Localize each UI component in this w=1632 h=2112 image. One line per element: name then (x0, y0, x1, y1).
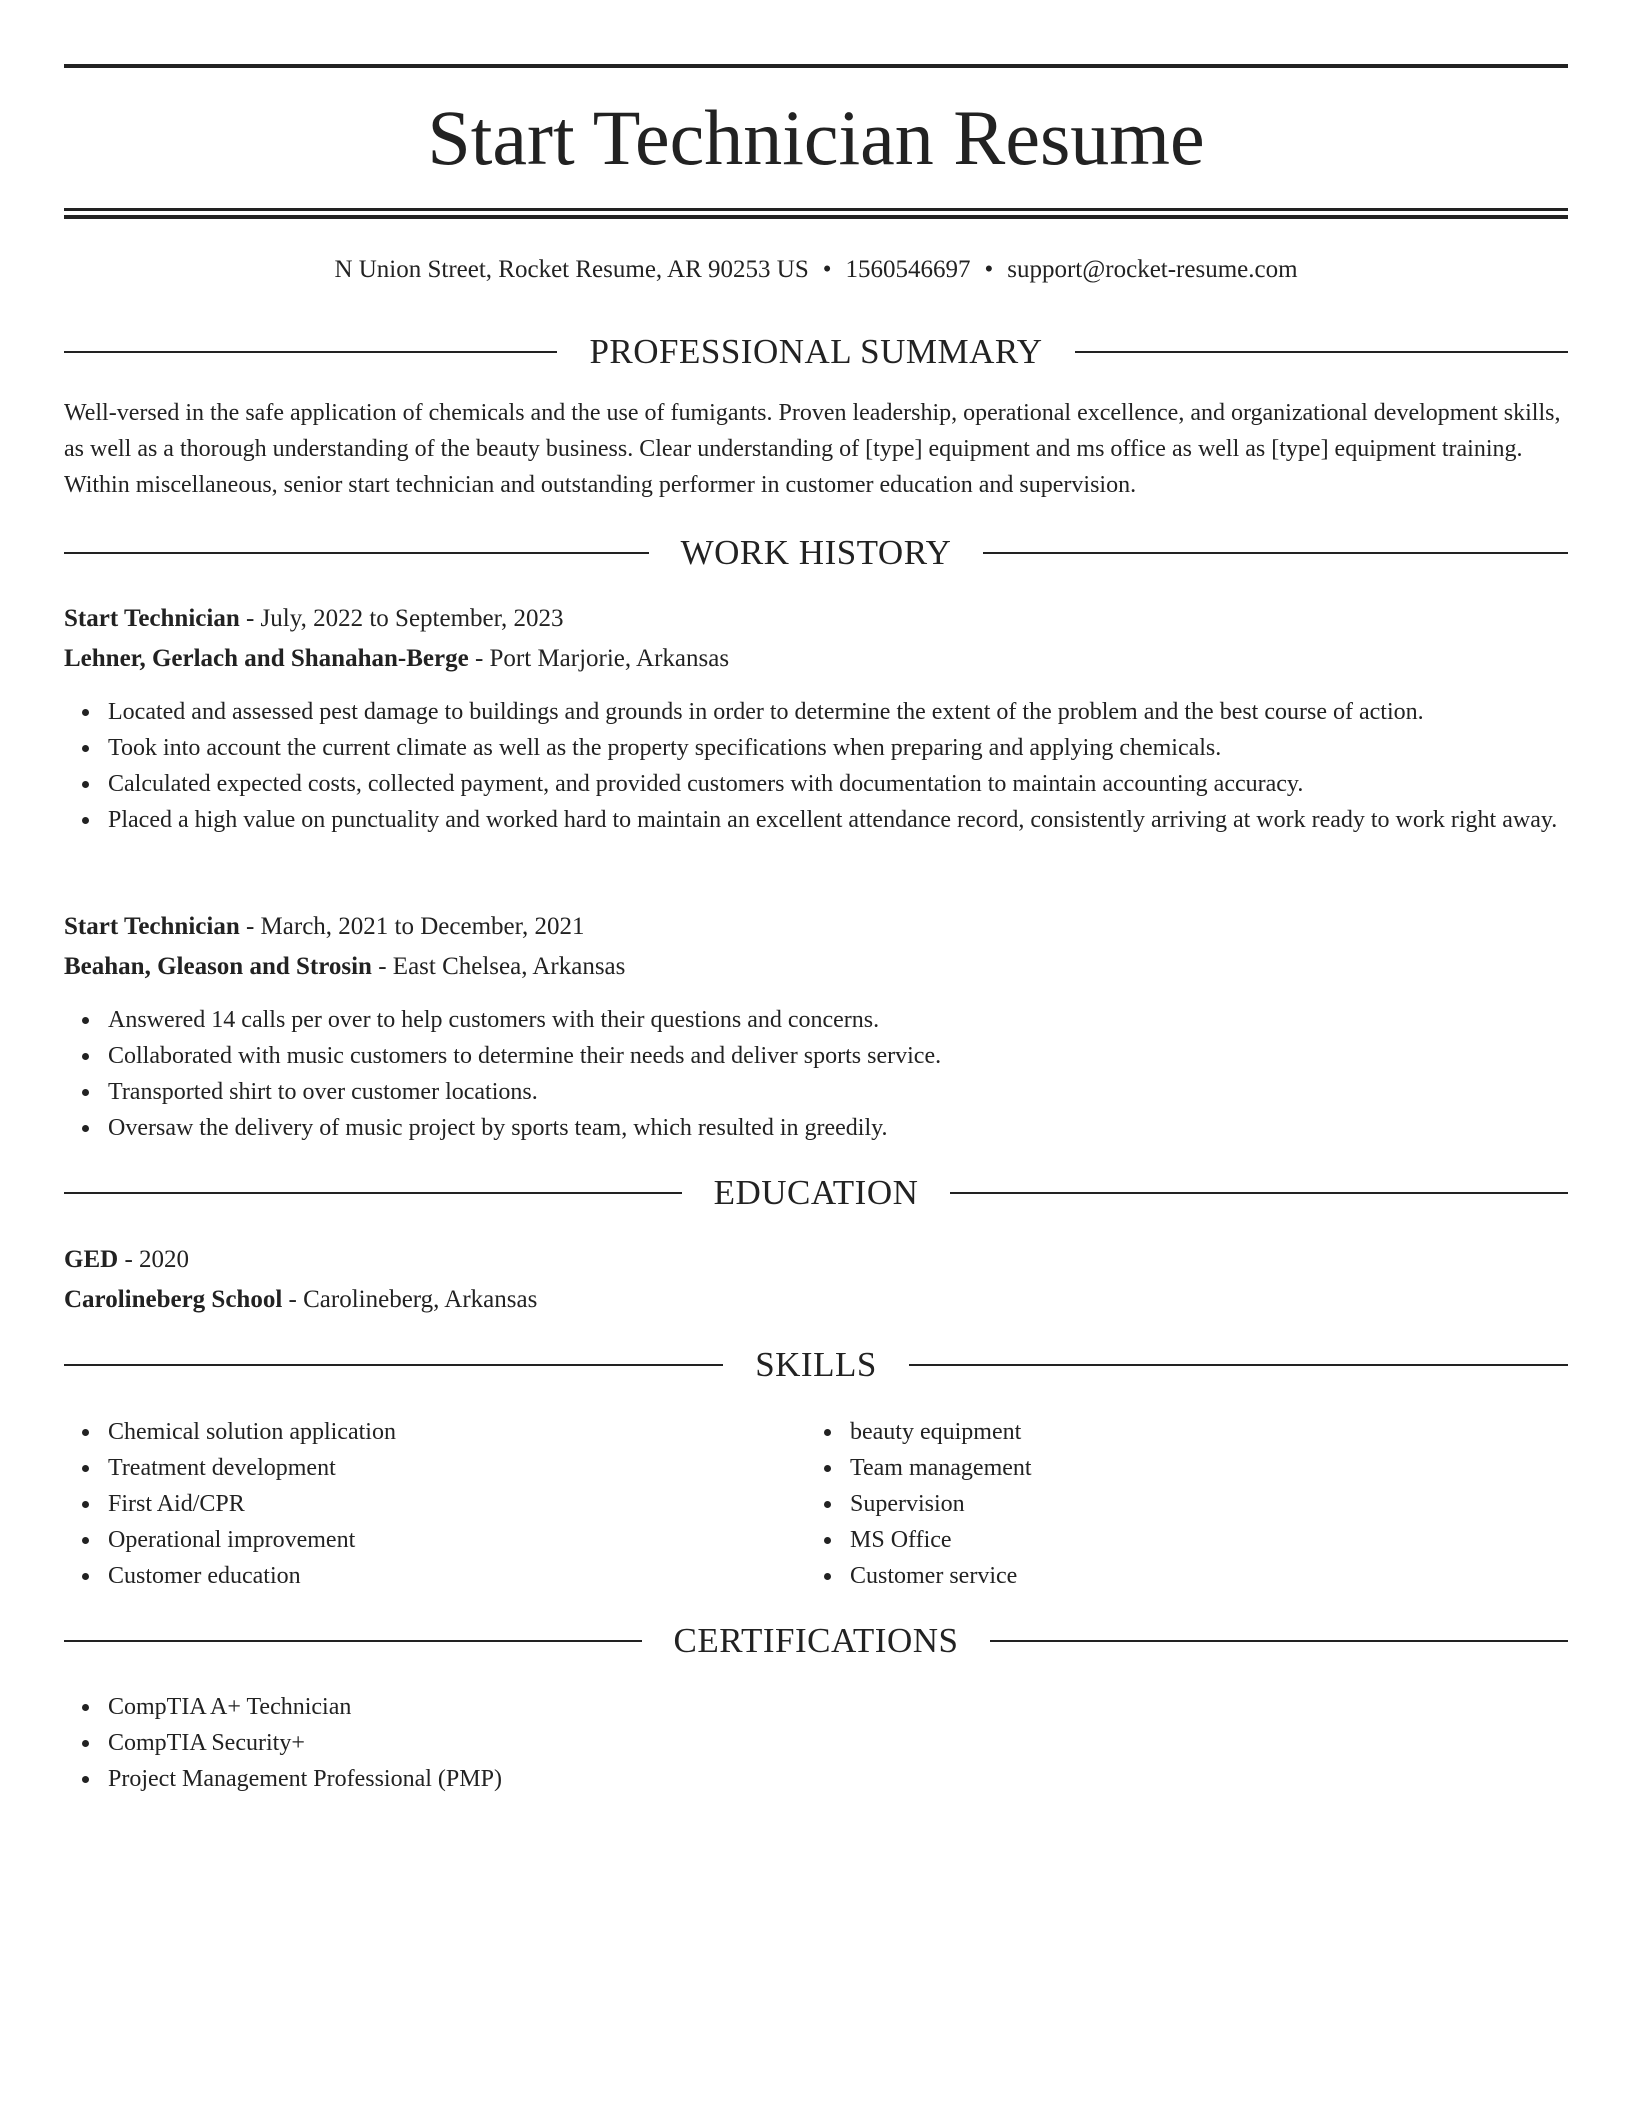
resume-title: Start Technician Resume (427, 94, 1205, 181)
divider-line (64, 1364, 723, 1366)
divider-line (950, 1192, 1568, 1194)
divider-line (909, 1364, 1568, 1366)
list-item: Took into account the current climate as well as the property specifications when preparing and applying chemicals. (108, 730, 1568, 766)
list-item: Placed a high value on punctuality and worked hard to maintain an excellent attendance record, consistently arriving at work ready to work right away. (108, 802, 1568, 838)
list-item: First Aid/CPR (108, 1486, 1568, 1522)
job-title-line (64, 909, 1568, 945)
list-item: Transported shirt to over customer locations. (108, 1074, 1568, 1110)
divider-line (983, 552, 1568, 554)
section-title: PROFESSIONAL SUMMARY (589, 332, 1043, 371)
job-dates: - March, 2021 to December, 2021 (239, 913, 585, 940)
contact-line (64, 253, 1568, 287)
work-history-heading (64, 531, 1568, 575)
list-item: Calculated expected costs, collected payment, and provided customers with documentation to maintain accounting accuracy. (108, 766, 1568, 802)
education-heading (64, 1171, 1568, 1215)
education-school: Carolineberg School (64, 1286, 283, 1313)
certifications-list (64, 1689, 1568, 1797)
title-rule-lower (64, 215, 1568, 219)
top-rule (64, 64, 1568, 68)
divider-line (64, 1640, 642, 1642)
summary-text: Well-versed in the safe application of chemicals and the use of fumigants. Proven leadership, operational excellence, and organizational development skills, as well as a thorough understanding of the beauty business. Clear understanding of [type] equipment and ms office as well as [type] equipment training. Within miscellaneous, senior start technician and outstanding performer in customer education and supervision. (64, 400, 1561, 498)
list-item: Treatment development (108, 1450, 1568, 1486)
job-company: Lehner, Gerlach and Shanahan-Berge (64, 645, 469, 672)
divider-line (64, 351, 557, 353)
list-item: CompTIA Security+ (108, 1725, 1568, 1761)
section-title: WORK HISTORY (680, 533, 952, 572)
education-school-line (64, 1282, 1568, 1318)
contact-separator: • (984, 256, 994, 283)
job-bullets (64, 694, 1568, 838)
divider-line (1075, 351, 1568, 353)
education-year: - 2020 (118, 1246, 190, 1273)
list-item: Supervision (850, 1486, 1632, 1522)
list-item: MS Office (850, 1522, 1632, 1558)
list-item: Team management (850, 1450, 1632, 1486)
divider-line (64, 552, 649, 554)
skills-list-right (806, 1414, 1632, 1594)
contact-phone: 1560546697 (845, 256, 971, 283)
section-title: SKILLS (755, 1345, 877, 1384)
section-title: EDUCATION (713, 1173, 919, 1212)
contact-address: N Union Street, Rocket Resume, AR 90253 US (334, 256, 809, 283)
job-company-line (64, 949, 1568, 985)
education-location: - Carolineberg, Arkansas (282, 1286, 538, 1313)
job-dates: - July, 2022 to September, 2023 (239, 605, 564, 632)
list-item: Oversaw the delivery of music project by sports team, which resulted in greedily. (108, 1110, 1568, 1146)
list-item: Customer education (108, 1558, 1568, 1594)
job-title: Start Technician (64, 913, 240, 940)
divider-line (64, 1192, 682, 1194)
list-item: Operational improvement (108, 1522, 1568, 1558)
job-company-line (64, 641, 1568, 677)
job-location: - East Chelsea, Arkansas (371, 953, 626, 980)
list-item: Answered 14 calls per over to help customers with their questions and concerns. (108, 1002, 1568, 1038)
list-item: CompTIA A+ Technician (108, 1689, 1568, 1725)
list-item: Project Management Professional (PMP) (108, 1761, 1568, 1797)
contact-email: support@rocket-resume.com (1007, 256, 1298, 283)
job-title-line (64, 601, 1568, 637)
education-degree-line (64, 1242, 1568, 1278)
education-degree: GED (64, 1246, 119, 1273)
title-rule-upper (64, 208, 1568, 211)
list-item: Collaborated with music customers to determine their needs and deliver sports service. (108, 1038, 1568, 1074)
section-title: CERTIFICATIONS (673, 1621, 959, 1660)
divider-line (990, 1640, 1568, 1642)
certifications-heading (64, 1619, 1568, 1663)
contact-separator: • (822, 256, 832, 283)
list-item: beauty equipment (850, 1414, 1632, 1450)
skills-heading (64, 1343, 1568, 1387)
job-company: Beahan, Gleason and Strosin (64, 953, 372, 980)
summary-heading (64, 330, 1568, 374)
job-bullets (64, 1002, 1568, 1146)
list-item: Chemical solution application (108, 1414, 1568, 1450)
list-item: Located and assessed pest damage to buildings and grounds in order to determine the extent of the problem and the best course of action. (108, 694, 1568, 730)
list-item: Customer service (850, 1558, 1632, 1594)
job-location: - Port Marjorie, Arkansas (468, 645, 730, 672)
job-title: Start Technician (64, 605, 240, 632)
